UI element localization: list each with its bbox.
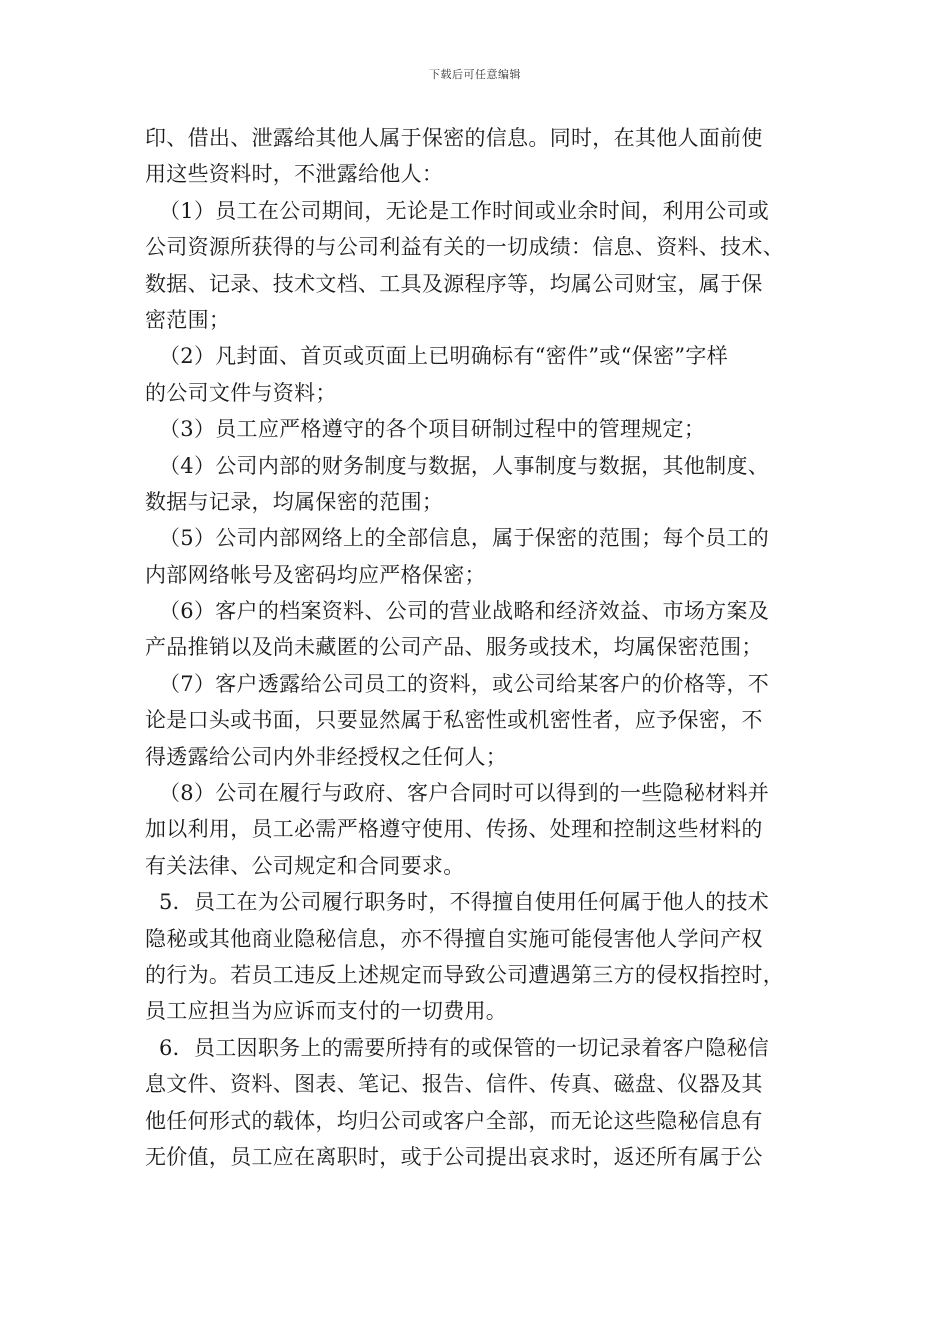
text-line: 6．员工因职务上的需要所持有的或保管的一切记录着客户隐秘信 — [159, 1035, 770, 1060]
text-line: 印、借出、泄露给其他人属于保密的信息。同时，在其他人面前使 — [145, 126, 763, 150]
text-line: （3）员工应严格遵守的各个项目研制过程中的管理规定； — [159, 417, 706, 442]
text-line: 隐秘或其他商业隐秘信息，亦不得擅自实施可能侵害他人学问产权 — [145, 926, 763, 951]
text-line: 公司资源所获得的与公司利益有关的一切成绩：信息、资料、技术、 — [145, 235, 784, 260]
text-line: 员工应担当为应诉而支付的一切费用。 — [145, 999, 508, 1024]
text-line: 5．员工在为公司履行职务时，不得擅自使用任何属于他人的技术 — [159, 890, 770, 915]
text-line: 的公司文件与资料； — [145, 380, 337, 405]
text-line: （7）客户透露给公司员工的资料，或公司给某客户的价格等，不 — [159, 671, 770, 696]
text-line: 无价值，员工应在离职时，或于公司提出哀求时，返还所有属于公 — [145, 1144, 763, 1169]
text-line: （1）员工在公司期间，无论是工作时间或业余时间，利用公司或 — [159, 198, 770, 223]
text-line: 的行为。若员工违反上述规定而导致公司遭遇第三方的侵权指控时， — [145, 962, 784, 987]
text-line: 论是口头或书面，只要显然属于私密性或机密性者，应予保密，不 — [145, 708, 763, 733]
text-line: 数据、记录、技术文档、工具及源程序等，均属公司财宝，属于保 — [145, 271, 763, 296]
text-line: （2）凡封面、首页或页面上已明确标有“密件”或“保密”字样 — [159, 344, 729, 369]
text-line: 内部网络帐号及密码均应严格保密； — [145, 562, 486, 587]
text-line: 息文件、资料、图表、笔记、报告、信件、传真、磁盘、仪器及其 — [145, 1072, 763, 1097]
document-body — [145, 120, 810, 1175]
text-line: 用这些资料时，不泄露给他人： — [145, 162, 444, 187]
text-line: 数据与记录，均属保密的范围； — [145, 489, 444, 514]
text-line: （4）公司内部的财务制度与数据，人事制度与数据，其他制度、 — [159, 453, 770, 478]
text-line: （5）公司内部网络上的全部信息，属于保密的范围；每个员工的 — [159, 526, 770, 551]
text-line: 有关法律、公司规定和合同要求。 — [145, 853, 465, 878]
text-line: 得透露给公司内外非经授权之任何人； — [145, 744, 508, 769]
text-line: 他任何形式的载体，均归公司或客户全部，而无论这些隐秘信息有 — [145, 1108, 763, 1133]
text-line: 密范围； — [145, 307, 231, 332]
text-line: （6）客户的档案资料、公司的营业战略和经济效益、市场方案及 — [159, 599, 770, 624]
text-line: （8）公司在履行与政府、客户合同时可以得到的一些隐秘材料并 — [159, 781, 770, 806]
page-header: 下载后可任意编辑 — [429, 68, 521, 81]
text-line: 产品推销以及尚未藏匿的公司产品、服务或技术，均属保密范围； — [145, 635, 763, 660]
text-line: 加以利用，员工必需严格遵守使用、传扬、处理和控制这些材料的 — [145, 817, 763, 842]
